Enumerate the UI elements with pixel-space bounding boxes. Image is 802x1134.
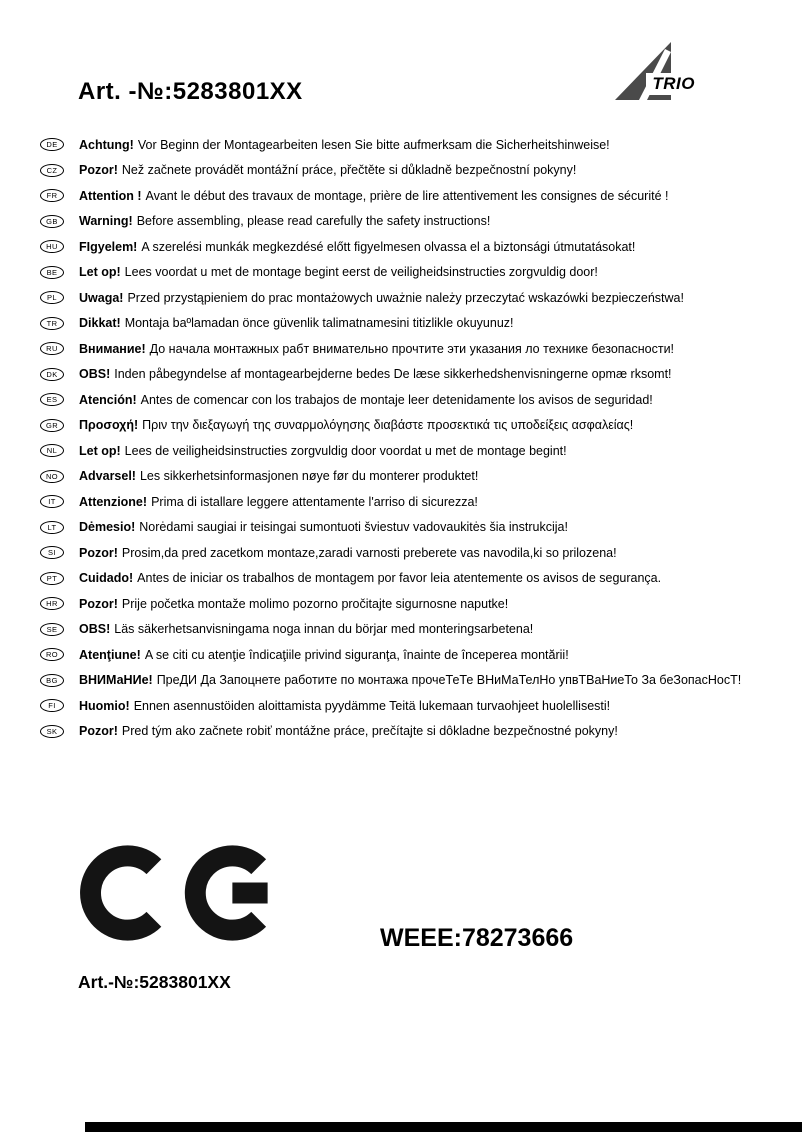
warning-keyword: ВНИМаНИе! <box>79 673 153 688</box>
language-row <box>40 489 780 515</box>
language-row <box>40 617 780 643</box>
warning-body: Vor Beginn der Montagearbeiten lesen Sie bitte aufmerksam die Sicherheitshinweise! <box>137 137 610 152</box>
warning-keyword: Atenţiune! <box>79 647 141 662</box>
warning-keyword: Pozor! <box>79 163 118 178</box>
warning-text <box>79 393 653 407</box>
warning-keyword: Advarsel! <box>79 469 136 484</box>
warning-keyword: Let op! <box>79 443 121 458</box>
language-code-badge: PT <box>40 572 64 585</box>
language-row <box>40 234 780 260</box>
warning-body: A szerelési munkák megkezdésé előtt figyelmesen olvassa el a biztonsági útmutatásokat! <box>141 239 636 254</box>
warning-text <box>79 444 567 458</box>
warning-text <box>79 367 672 381</box>
language-row <box>40 336 780 362</box>
warning-keyword: Pozor! <box>79 545 118 560</box>
language-code-badge: GB <box>40 215 64 228</box>
language-code-badge: SI <box>40 546 64 559</box>
language-row <box>40 413 780 439</box>
language-code-badge: CZ <box>40 164 64 177</box>
language-row <box>40 132 780 158</box>
warning-body: ПреДИ Да Запоцнете работите по монтажа прочеТеТе ВНиМаТелНо упвТВаНиеТо За беЗопасНосТ! <box>156 673 742 688</box>
warning-text <box>79 163 576 177</box>
language-code-badge: PL <box>40 291 64 304</box>
warning-text <box>79 520 568 534</box>
warning-keyword: Attention ! <box>79 188 142 203</box>
warning-text <box>79 342 674 356</box>
language-code-badge: RU <box>40 342 64 355</box>
warning-body: Ennen asennustöiden aloittamista pyydämme Teitä lukemaan turvaohjeet huolellisesti! <box>133 698 611 713</box>
language-code-badge: BE <box>40 266 64 279</box>
language-code-badge: GR <box>40 419 64 432</box>
warning-body: Πριν την διεξαγωγή της συναρμολόγησης διαβάστε προσεκτικά τις υποδείξεις ασφαλείας! <box>142 418 634 433</box>
language-code-badge: ES <box>40 393 64 406</box>
warning-keyword: OBS! <box>79 622 111 637</box>
warning-body: Než začnete provádět montážní práce, přečtěte si důkladně bezpečnostní pokyny! <box>121 163 577 178</box>
language-row <box>40 183 780 209</box>
language-row <box>40 260 780 286</box>
warning-text <box>79 571 661 585</box>
language-row <box>40 668 780 694</box>
warning-body: Antes de iniciar os trabalhos de montagem por favor leia atentemente os avisos de segurança. <box>137 571 662 586</box>
warning-keyword: Pozor! <box>79 596 118 611</box>
warning-keyword: FIgyelem! <box>79 239 138 254</box>
warning-body: Antes de comencar con los trabajos de montaje leer detenidamente los avisos de seguridad! <box>140 392 653 407</box>
warning-body: Pred tým ako začnete robiť montážne práce, prečítajte si dôkladne bezpečnostné pokyny! <box>121 724 618 739</box>
warning-text <box>79 648 569 662</box>
warning-keyword: Προσοχή! <box>79 418 139 433</box>
warning-body: Before assembling, please read carefully the safety instructions! <box>136 214 491 229</box>
warning-keyword: Pozor! <box>79 724 118 739</box>
language-code-badge: NL <box>40 444 64 457</box>
language-code-badge: BG <box>40 674 64 687</box>
warning-text <box>79 214 490 228</box>
weee-number: WEEE:78273666 <box>380 924 574 952</box>
language-row <box>40 311 780 337</box>
language-code-badge: TR <box>40 317 64 330</box>
warning-text <box>79 724 618 738</box>
warning-text <box>79 495 478 509</box>
language-code-badge: FR <box>40 189 64 202</box>
language-list <box>40 132 780 744</box>
warning-keyword: Dikkat! <box>79 316 121 331</box>
language-row <box>40 209 780 235</box>
warning-body: Prosim,da pred zacetkom montaze,zaradi varnosti preberete vas navodila,ki so prilozena! <box>121 545 617 560</box>
warning-text <box>79 699 610 713</box>
warning-text <box>79 189 668 203</box>
warning-body: До начала монтажных рабт внимательно прочтите эти указания ло технике безопасности! <box>149 341 675 356</box>
warning-body: Läs säkerhetsanvisningama noga innan du börjar med monteringsarbetena! <box>114 622 534 637</box>
language-code-badge: HR <box>40 597 64 610</box>
warning-text <box>79 622 533 636</box>
art-number-footer: Art.-№:5283801XX <box>78 972 231 992</box>
language-code-badge: IT <box>40 495 64 508</box>
language-code-badge: LT <box>40 521 64 534</box>
language-code-badge: SE <box>40 623 64 636</box>
language-row <box>40 515 780 541</box>
ce-mark-icon <box>80 845 280 941</box>
warning-body: Les sikkerhetsinformasjonen nøye før du monterer produktet! <box>139 469 479 484</box>
warning-text <box>79 240 635 254</box>
warning-text <box>79 546 617 560</box>
language-row <box>40 158 780 184</box>
warning-text <box>79 469 478 483</box>
warning-body: Montaja baºlamadan önce güvenlik talimatnamesini titizlikle okuyunuz! <box>124 316 514 331</box>
art-number-title: Art. -№:5283801XX <box>78 78 303 105</box>
warning-keyword: Warning! <box>79 214 133 229</box>
language-code-badge: FI <box>40 699 64 712</box>
warning-body: Prije početka montaže molimo pozorno pročitajte sigurnosne naputke! <box>121 596 509 611</box>
language-row <box>40 540 780 566</box>
trio-logo <box>613 40 695 102</box>
warning-keyword: OBS! <box>79 367 111 382</box>
language-row <box>40 642 780 668</box>
warning-keyword: Huomio! <box>79 698 130 713</box>
warning-body: Avant le début des travaux de montage, prière de lire attentivement les consignes de sécurité ! <box>145 188 669 203</box>
warning-text <box>79 138 610 152</box>
language-row <box>40 464 780 490</box>
language-row <box>40 719 780 745</box>
language-code-badge: NO <box>40 470 64 483</box>
ce-mark <box>80 845 280 946</box>
warning-body: Norėdami saugiai ir teisingai sumontuoti šviestuv vadovaukitės šia instrukcija! <box>139 520 568 535</box>
warning-text <box>79 291 684 305</box>
language-row <box>40 566 780 592</box>
footer-bar <box>85 1122 802 1132</box>
warning-keyword: Dėmesio! <box>79 520 136 535</box>
warning-keyword: Attenzione! <box>79 494 148 509</box>
warning-body: A se citi cu atenţie îndicaţiile privind siguranţa, înainte de începerea montării! <box>144 647 569 662</box>
warning-keyword: Uwaga! <box>79 290 124 305</box>
language-code-badge: HU <box>40 240 64 253</box>
warning-keyword: Achtung! <box>79 137 134 152</box>
warning-body: Prima di istallare leggere attentamente l'arriso di sicurezza! <box>151 494 478 509</box>
language-row <box>40 362 780 388</box>
warning-body: Inden påbegyndelse af montagearbejderne bedes De læse sikkerhedshenvisningerne opmæ rksomt! <box>114 367 672 382</box>
warning-body: Przed przystąpieniem do prac montażowych uważnie należy przeczytać wskazówki bezpieczeństwa! <box>127 290 684 305</box>
language-row <box>40 438 780 464</box>
warning-keyword: Atención! <box>79 392 137 407</box>
warning-text <box>79 316 514 330</box>
language-code-badge: DK <box>40 368 64 381</box>
warning-text <box>79 418 633 432</box>
warning-text <box>79 673 741 687</box>
warning-body: Lees de veiligheidsinstructies zorgvuldig door voordat u met de montage begint! <box>124 443 567 458</box>
warning-keyword: Внимание! <box>79 341 146 356</box>
warning-keyword: Cuidado! <box>79 571 134 586</box>
language-row <box>40 591 780 617</box>
warning-text <box>79 597 508 611</box>
language-code-badge: RO <box>40 648 64 661</box>
language-code-badge: SK <box>40 725 64 738</box>
language-code-badge: DE <box>40 138 64 151</box>
warning-keyword: Let op! <box>79 265 121 280</box>
warning-body: Lees voordat u met de montage begint eerst de veiligheidsinstructies zorgvuldig door! <box>124 265 598 280</box>
language-row <box>40 387 780 413</box>
warning-text <box>79 265 598 279</box>
trio-brand-text: TRIO <box>646 73 695 95</box>
language-row <box>40 693 780 719</box>
language-row <box>40 285 780 311</box>
